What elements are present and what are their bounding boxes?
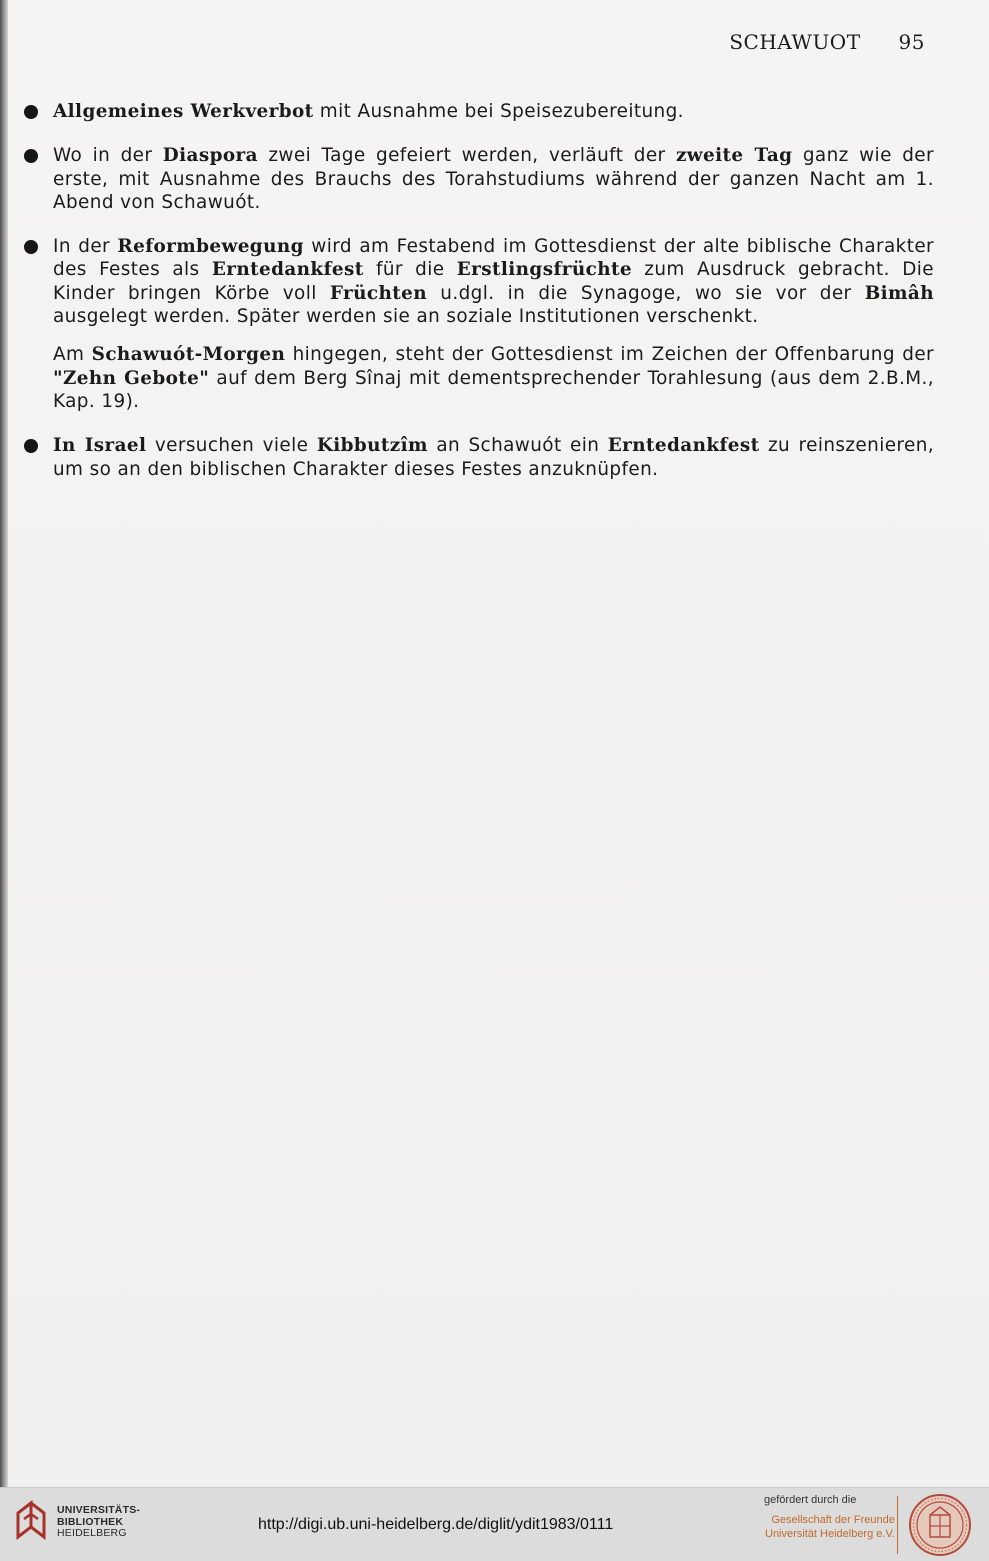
bold-term: Erntedankfest [607,435,760,457]
paragraph [53,434,934,481]
university-seal-icon [908,1493,972,1557]
sponsor-name-line: Gesellschaft der Freunde [771,1514,895,1526]
bold-term: Erstlingsfrüchte [456,259,632,281]
bullet-item [24,235,934,413]
bold-term: "Zehn Gebote" [53,367,210,389]
text-run: ausgelegt werden. Später werden sie an soziale Institutionen verschenkt. [53,306,759,328]
text-run: an Schawuót ein [427,435,608,457]
library-name-line: UNIVERSITÄTS- [57,1504,141,1516]
text-run: In der [53,236,118,258]
running-head [729,30,925,54]
sponsor-name-line: Universität Heidelberg e.V. [765,1528,895,1540]
bullet-item [24,100,934,123]
page-number: 95 [898,30,925,54]
bold-term: Schawuót-Morgen [91,344,286,366]
bullet-dot-icon [24,240,38,254]
text-run: für die [363,259,457,281]
text-run: versuchen viele [146,435,317,457]
running-head-title: SCHAWUOT [729,30,861,54]
bullet-dot-icon [24,439,38,453]
text-run: auf dem Berg Sînaj mit dementsprechender Torahlesung (aus dem 2.B.M., Kap. 19). [53,367,934,412]
paragraph [53,100,934,123]
library-name-line: BIBLIOTHEK [57,1515,124,1528]
text-run: u.dgl. in die Synagoge, wo sie vor der [427,282,865,304]
viewer-footer [0,1487,989,1561]
paragraph [53,343,934,413]
bold-term: Früchten [329,282,428,304]
text-run: zwei Tage gefeiert werden, verläuft der [257,145,676,167]
library-name [57,1505,140,1540]
text-run: wird am Festabend im Gottesdienst der alte biblische Charakter des Festes als [53,236,934,281]
sponsor-divider [897,1496,898,1554]
bold-term: Reformbewegung [117,236,304,258]
sponsor-name [765,1513,895,1541]
bullet-dot-icon [24,149,38,163]
library-name-line: HEIDELBERG [57,1527,127,1539]
permalink-url[interactable]: http://digi.ub.uni-heidelberg.de/diglit/ydit1983/0111 [258,1516,614,1533]
bold-term: Kibbutzîm [316,435,428,457]
bold-term: Erntedankfest [211,259,364,281]
text-run: ganz wie der erste, mit Ausnahme des Brauchs des Torahstudiums während der ganzen Nacht am 1. Abend von Schawuót. [53,145,934,213]
bullet-item [24,144,934,214]
bullet-item [24,434,934,481]
bold-term: Bimâh [864,282,934,304]
sponsor-label: gefördert durch die [764,1494,857,1506]
bullet-dot-icon [24,105,38,119]
paragraph [53,144,934,214]
paragraph [53,235,934,328]
bold-term: Diaspora [162,145,258,167]
text-run: zum Ausdruck gebracht. Die Kinder bringen Körbe voll [53,259,934,304]
page-body [24,100,934,481]
text-run: mit Ausnahme bei Speisezubereitung. [313,101,684,122]
bold-term: zweite Tag [675,145,793,167]
text-run: Am [53,344,92,366]
bold-term: In Israel [53,435,147,457]
text-run: Wo in der [53,145,163,167]
text-run: hingegen, steht der Gottesdienst im Zeichen der Offenbarung der [285,344,934,366]
page-binding-edge [0,0,8,1487]
bold-term: Allgemeines Werkverbot [53,101,314,122]
text-run: zu reinszenieren, um so an den biblischen Charakter dieses Festes anzuknüpfen. [53,435,934,480]
university-library-logo-icon [10,1499,52,1545]
